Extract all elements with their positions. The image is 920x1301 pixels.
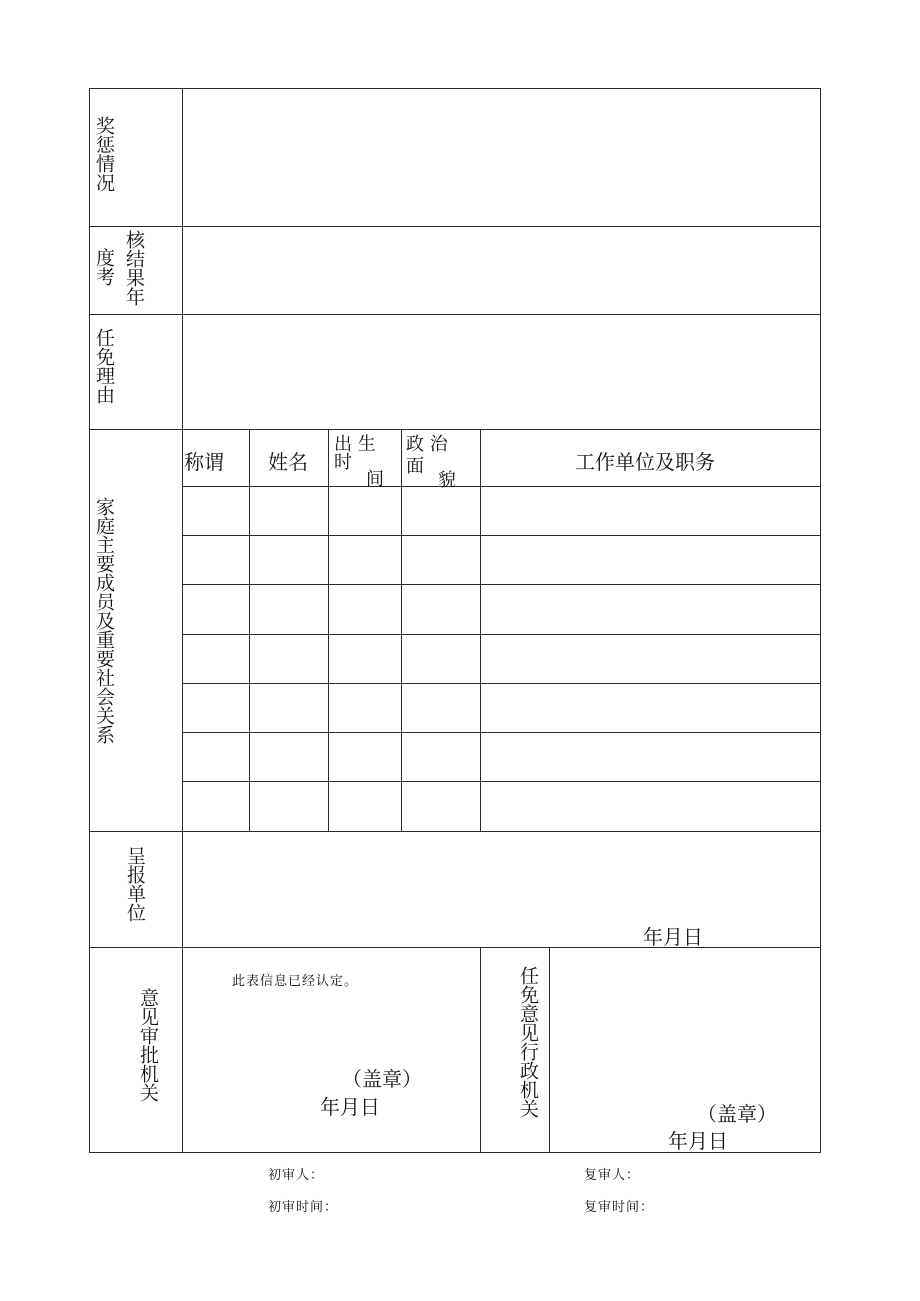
admin-seal: （盖章） <box>697 1102 777 1126</box>
header-birth-top: 出 生 <box>334 434 376 455</box>
table-row[interactable] <box>183 536 820 584</box>
column-divider <box>480 947 481 1153</box>
admin-authority-label: 任免意见行政机关 <box>517 966 539 1118</box>
assessment-label-part2: 核结果年 <box>123 230 145 306</box>
approval-date: 年月日 <box>320 1095 380 1119</box>
second-reviewer-label: 复审人： <box>584 1168 641 1183</box>
approval-note: 此表信息已经认定。 <box>232 974 359 989</box>
reason-content[interactable] <box>183 315 820 429</box>
rewards-content[interactable] <box>183 89 820 226</box>
reporting-date: 年月日 <box>643 925 703 949</box>
reason-label: 任免理由 <box>93 328 115 404</box>
header-political-bottom: 貌 <box>438 470 456 491</box>
row-divider <box>89 947 820 948</box>
first-reviewer-label: 初审人： <box>268 1168 325 1183</box>
assessment-label-part1: 度考 <box>93 248 115 286</box>
assessment-content[interactable] <box>183 227 820 314</box>
approval-authority-label: 意见审批机关 <box>137 988 159 1102</box>
column-divider <box>549 947 550 1153</box>
row-divider <box>89 831 820 832</box>
table-row[interactable] <box>183 487 820 535</box>
header-political-top: 政 治 <box>406 434 448 455</box>
header-birth-mid: 时 <box>334 452 352 473</box>
header-relation: 称谓 <box>184 450 224 474</box>
table-border-right <box>820 88 821 1153</box>
header-birth-bottom: 间 <box>366 469 384 490</box>
rewards-label: 奖惩情况 <box>93 116 115 192</box>
table-row[interactable] <box>183 684 820 732</box>
admin-date: 年月日 <box>668 1129 728 1153</box>
table-row[interactable] <box>183 635 820 683</box>
reporting-unit-label: 呈报单位 <box>124 846 146 922</box>
header-name: 姓名 <box>268 450 308 474</box>
table-row[interactable] <box>183 733 820 781</box>
header-workplace: 工作单位及职务 <box>575 450 715 474</box>
table-row[interactable] <box>183 782 820 831</box>
family-label: 家庭主要成员及重要社会关系 <box>93 497 115 744</box>
header-political-mid: 面 <box>406 456 424 477</box>
approval-seal: （盖章） <box>342 1067 422 1091</box>
first-review-time-label: 初审时间： <box>268 1200 339 1215</box>
second-review-time-label: 复审时间： <box>584 1200 655 1215</box>
table-row[interactable] <box>183 585 820 634</box>
row-divider <box>89 429 820 430</box>
table-border-left <box>89 88 90 1153</box>
